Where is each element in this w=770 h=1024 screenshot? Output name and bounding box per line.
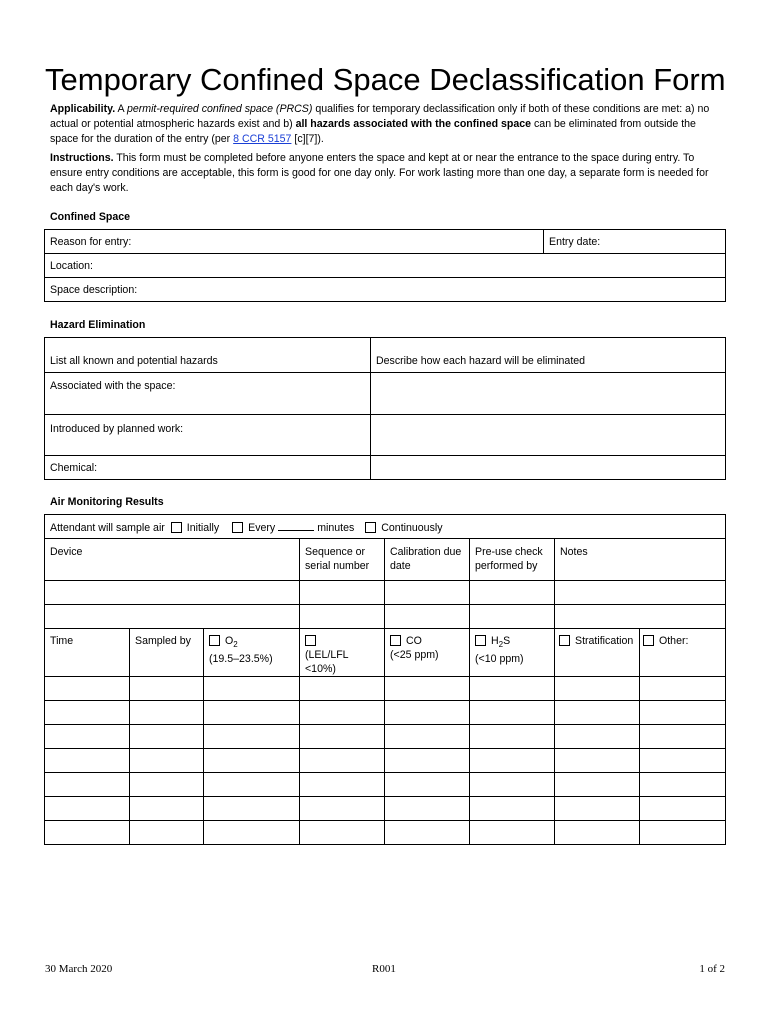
co-header xyxy=(385,629,470,677)
hazard-table xyxy=(44,337,726,480)
hazard-list-header: List all known and potential hazards xyxy=(45,338,371,373)
reading-cell[interactable] xyxy=(555,773,640,797)
applicability-text-4: [c][7]). xyxy=(291,133,324,145)
reading-cell[interactable] xyxy=(385,725,470,749)
air-monitoring-heading: Air Monitoring Results xyxy=(50,496,164,508)
reading-cell[interactable] xyxy=(640,677,726,701)
reading-cell[interactable] xyxy=(640,773,726,797)
reading-cell[interactable] xyxy=(204,821,300,845)
reading-cell[interactable] xyxy=(130,725,204,749)
reading-cell[interactable] xyxy=(555,725,640,749)
applicability-label: Applicability. xyxy=(50,103,116,115)
reading-row xyxy=(45,821,726,845)
reading-cell[interactable] xyxy=(45,821,130,845)
applicability-text-3: can be eliminated from outside the space for the duration of the entry (per xyxy=(50,118,696,145)
reading-row xyxy=(45,749,726,773)
reading-cell[interactable] xyxy=(555,749,640,773)
reading-cell[interactable] xyxy=(385,749,470,773)
calibration-cell[interactable] xyxy=(385,605,470,629)
space-description-label: Space description: xyxy=(50,284,138,296)
initially-label: Initially xyxy=(186,522,220,534)
pre-use-cell[interactable] xyxy=(470,581,555,605)
serial-cell[interactable] xyxy=(300,605,385,629)
hazard-elimination-header: Describe how each hazard will be eliminated xyxy=(371,338,726,373)
reading-cell[interactable] xyxy=(470,773,555,797)
hazard-chemical-field[interactable] xyxy=(45,456,371,480)
reading-cell[interactable] xyxy=(300,677,385,701)
applicability-paragraph xyxy=(50,102,726,147)
reading-cell[interactable] xyxy=(640,749,726,773)
reading-cell[interactable] xyxy=(45,677,130,701)
reading-cell[interactable] xyxy=(385,701,470,725)
reading-cell[interactable] xyxy=(470,749,555,773)
reading-cell[interactable] xyxy=(130,677,204,701)
location-field[interactable] xyxy=(45,254,726,278)
o2-label: O xyxy=(225,635,234,647)
pre-use-cell[interactable] xyxy=(470,605,555,629)
reading-row xyxy=(45,797,726,821)
notes-header: Notes xyxy=(555,539,726,581)
reading-cell[interactable] xyxy=(130,773,204,797)
reading-cell[interactable] xyxy=(555,701,640,725)
reading-cell[interactable] xyxy=(555,821,640,845)
instructions-label: Instructions. xyxy=(50,152,114,164)
reading-cell[interactable] xyxy=(470,701,555,725)
reading-cell[interactable] xyxy=(130,821,204,845)
continuously-checkbox[interactable] xyxy=(365,522,376,533)
space-description-field[interactable] xyxy=(45,278,726,302)
reading-cell[interactable] xyxy=(45,701,130,725)
hazard-associated-label: Associated with the space: xyxy=(50,380,176,392)
hazard-chemical-elimination[interactable] xyxy=(371,456,726,480)
o2-checkbox[interactable] xyxy=(209,635,220,646)
every-checkbox[interactable] xyxy=(232,522,243,533)
lel-checkbox[interactable] xyxy=(305,635,316,646)
reading-cell[interactable] xyxy=(385,821,470,845)
attendant-label: Attendant will sample air xyxy=(50,522,165,534)
reading-cell[interactable] xyxy=(640,821,726,845)
lel-header xyxy=(300,629,385,677)
reading-cell[interactable] xyxy=(130,749,204,773)
reason-label: Reason for entry: xyxy=(50,236,132,248)
co-range: (<25 ppm) xyxy=(390,649,439,661)
every-label: Every xyxy=(248,522,276,534)
stratification-label: Stratification xyxy=(575,635,634,647)
reading-cell[interactable] xyxy=(385,797,470,821)
o2-header xyxy=(204,629,300,677)
reading-cell[interactable] xyxy=(470,797,555,821)
co-label: CO xyxy=(406,635,422,647)
stratification-header xyxy=(555,629,640,677)
readings-header-row xyxy=(45,629,726,677)
confined-space-table xyxy=(44,229,726,302)
location-label: Location: xyxy=(50,260,93,272)
reading-cell[interactable] xyxy=(300,773,385,797)
other-header xyxy=(640,629,726,677)
footer-page-number: 1 of 2 xyxy=(699,963,725,975)
minutes-label: minutes xyxy=(317,522,355,534)
other-label: Other: xyxy=(659,635,689,647)
reading-cell[interactable] xyxy=(45,797,130,821)
notes-cell[interactable] xyxy=(555,605,726,629)
other-checkbox[interactable] xyxy=(643,635,654,646)
footer-revision: R001 xyxy=(372,963,396,975)
reading-cell[interactable] xyxy=(640,701,726,725)
h2s-range: (<10 ppm) xyxy=(475,653,524,666)
reading-cell[interactable] xyxy=(45,773,130,797)
reading-cell[interactable] xyxy=(555,797,640,821)
reading-cell[interactable] xyxy=(555,677,640,701)
reading-cell[interactable] xyxy=(45,749,130,773)
h2s-subscript: 2 xyxy=(498,640,504,650)
device-row xyxy=(45,605,726,629)
air-monitoring-table xyxy=(44,514,726,845)
h2s-header xyxy=(470,629,555,677)
initially-checkbox[interactable] xyxy=(171,522,182,533)
serial-number-header: Sequence or serial number xyxy=(300,539,385,581)
entry-date-label: Entry date: xyxy=(549,236,601,248)
reading-cell[interactable] xyxy=(130,797,204,821)
reading-cell[interactable] xyxy=(45,725,130,749)
device-row xyxy=(45,581,726,605)
pre-use-check-header: Pre-use check performed by xyxy=(470,539,555,581)
reading-cell[interactable] xyxy=(640,797,726,821)
serial-cell[interactable] xyxy=(300,581,385,605)
reading-cell[interactable] xyxy=(204,797,300,821)
sampling-frequency-row xyxy=(45,515,726,539)
reading-cell[interactable] xyxy=(130,701,204,725)
continuously-label: Continuously xyxy=(381,522,443,534)
reading-cell[interactable] xyxy=(204,725,300,749)
lel-range: (LEL/LFL <10%) xyxy=(305,649,349,675)
reading-cell[interactable] xyxy=(470,725,555,749)
reading-cell[interactable] xyxy=(204,677,300,701)
applicability-text-2: qualifies for temporary declassification only if both of these conditions are met: a) no actual or potential atmospheric hazards exist and b) xyxy=(50,103,710,130)
co-checkbox[interactable] xyxy=(390,635,401,646)
hazard-elimination-heading: Hazard Elimination xyxy=(50,319,146,331)
instructions-text: This form must be completed before anyone enters the space and kept at or near the entrance to the space during entry. To ensure entry conditions are acceptable, this form is good for one day only. For work lasting more than one day, a separate form is needed for each day's work. xyxy=(50,152,709,194)
hazard-associated-elimination[interactable] xyxy=(371,373,726,415)
ccr-link[interactable]: 8 CCR 5157 xyxy=(233,133,292,145)
reading-cell[interactable] xyxy=(300,749,385,773)
device-header: Device xyxy=(45,539,300,581)
h2s-checkbox[interactable] xyxy=(475,635,486,646)
stratification-checkbox[interactable] xyxy=(559,635,570,646)
reading-cell[interactable] xyxy=(470,677,555,701)
reading-cell[interactable] xyxy=(300,701,385,725)
reading-cell[interactable] xyxy=(470,821,555,845)
entry-date-field[interactable] xyxy=(544,230,726,254)
o2-subscript: 2 xyxy=(233,640,238,650)
notes-cell[interactable] xyxy=(555,581,726,605)
hazard-introduced-field[interactable] xyxy=(45,415,371,456)
reading-row xyxy=(45,725,726,749)
time-header: Time xyxy=(45,629,130,677)
hazard-associated-field[interactable] xyxy=(45,373,371,415)
reading-cell[interactable] xyxy=(300,821,385,845)
calibration-cell[interactable] xyxy=(385,581,470,605)
reading-cell[interactable] xyxy=(204,749,300,773)
hazard-introduced-label: Introduced by planned work: xyxy=(50,423,184,435)
reading-cell[interactable] xyxy=(300,725,385,749)
device-cell[interactable] xyxy=(45,605,300,629)
reading-cell[interactable] xyxy=(640,725,726,749)
prcs-term: permit-required confined space (PRCS) xyxy=(126,103,313,115)
reading-row xyxy=(45,701,726,725)
hazard-introduced-elimination[interactable] xyxy=(371,415,726,456)
page-title: Temporary Confined Space Declassification Form xyxy=(45,62,726,97)
device-cell[interactable] xyxy=(45,581,300,605)
minutes-input[interactable] xyxy=(278,520,314,531)
reading-cell[interactable] xyxy=(204,701,300,725)
confined-space-heading: Confined Space xyxy=(50,211,131,223)
reason-field[interactable] xyxy=(45,230,544,254)
reading-cell[interactable] xyxy=(385,773,470,797)
reading-row xyxy=(45,677,726,701)
instructions-paragraph xyxy=(50,151,726,196)
reading-cell[interactable] xyxy=(300,797,385,821)
h2s-label: H xyxy=(491,635,499,647)
footer-date: 30 March 2020 xyxy=(45,963,113,975)
h2s-label-s: S xyxy=(503,635,511,647)
sampled-by-header: Sampled by xyxy=(130,629,204,677)
reading-cell[interactable] xyxy=(204,773,300,797)
hazards-emphasis: all hazards associated with the confined space xyxy=(295,118,532,130)
o2-range: (19.5–23.5%) xyxy=(209,653,273,666)
hazard-chemical-label: Chemical: xyxy=(50,462,98,474)
reading-row xyxy=(45,773,726,797)
applicability-text: A xyxy=(115,103,127,115)
reading-cell[interactable] xyxy=(385,677,470,701)
calibration-date-header: Calibration due date xyxy=(385,539,470,581)
